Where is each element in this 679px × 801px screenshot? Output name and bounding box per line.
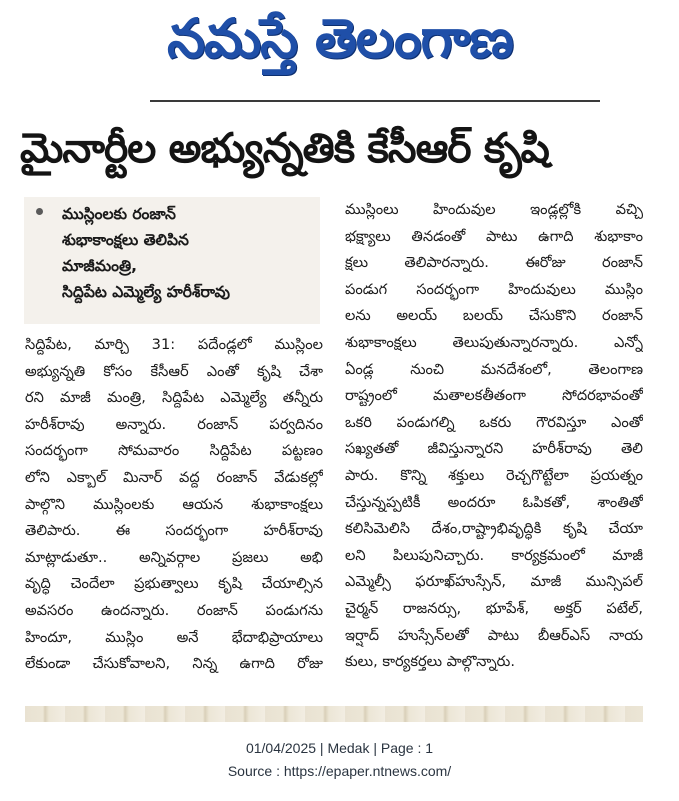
highlight-line: శుభాకాంక్షలు తెలిపిన [62,231,189,249]
article-line: సఖ్యతతో జీవిస్తున్నారని హరీశ్‌రావు తెలి [345,440,643,458]
newspaper-logo: నమస్తే తెలంగాణ [167,7,513,70]
masthead [0,0,679,102]
article-line: వృద్ధి చెందేలా ప్రభుత్వాలు కృషి చేయాల్సిన [25,575,323,593]
highlight-line: సిద్దిపేట ఎమ్మెల్యే హరీశ్‌రావు [62,283,230,301]
bullet-icon [36,208,43,215]
article-line: లేకుండా చేసుకోవాలని, నిన్న ఉగాది రోజు [25,655,323,673]
article-line: పారు. కొన్ని శక్తులు రెచ్చగొట్టేలా ప్రయత్నం [345,466,643,484]
article-line: భక్ష్యాలు తినడంతో పాటు ఉగాది శుభాకాం [345,227,643,245]
article-line: పాల్గొని ముస్లింలకు ఆయన శుభాకాంక్షలు [25,495,323,513]
article-line: కులు, కార్యకర్తలు పాల్గొన్నారు. [345,653,515,671]
article-line: శుభాకాంక్షలు తెలుపుతున్నారన్నారు. ఎన్నో [345,333,643,351]
article-line: హరీశ్‌రావు అన్నారు. రంజాన్ పర్వదినం [25,415,323,433]
article-line: ఇర్షాద్ హుస్సేన్‌లతో పాటు బీఆర్‌ఎస్ నాయ [345,626,643,644]
article-line: క్షలు తెలిపారన్నారు. ఈరోజు రంజాన్ [345,254,643,272]
article-line: సందర్భంగా సోమవారం సిద్దిపేట పట్టణం [25,442,323,460]
article-line: ఏండ్ల నుంచి మనదేశంలో, తెలంగాణ [345,360,643,378]
masthead-divider [150,100,600,102]
article-headline: మైనార్టీల అభ్యున్నతికి కేసీఆర్ కృషి [20,124,549,172]
edition-info: 01/04/2025 | Medak | Page : 1 [245,740,434,756]
article-line: లను అలయ్ బలయ్ చేసుకొని రంజాన్ [345,307,643,325]
article-line: హిందూ, ముస్లిం అనే భేదాభిప్రాయాలు [25,628,323,646]
highlight-text [62,201,317,305]
highlight-line: మాజీమంత్రి, [62,257,137,275]
article-line: రాష్ట్రంలో మతాలకతీతంగా సోదరభావంతో [345,387,643,405]
highlight-line: ముస్లింలకు రంజాన్ [62,205,176,223]
photo-edge [25,706,643,722]
article-line: అవసరం ఉందన్నారు. రంజాన్ పండుగను [25,601,323,619]
article-column-left [25,332,323,678]
article-line: అభ్యున్నతి కోసం కేసీఆర్ ఎంతో కృషి చేశా [25,362,323,380]
article-line: రని మాజీ మంత్రి, సిద్దిపేట ఎమ్మెల్యే తన్నీరు [25,389,323,407]
article-line: కలిసిమెలిసి దేశం,రాష్ట్రాభివృద్ధికి కృషి చేయా [345,520,643,538]
article-line: లని పిలుపునిచ్చారు. కార్యక్రమంలో మాజీ [345,546,643,564]
article-line: లోని ఎక్బాల్ మినార్ వద్ద రంజాన్ వేడుకల్లో [25,468,323,486]
article-column-right [345,197,643,676]
article-line: ఎమ్మెల్సీ ఫరూఖ్‌హుస్సేన్, మాజీ మున్సిపల్ [345,573,643,591]
article-line: చైర్మన్ రాజనర్సు, భూపేశ్, అక్తర్ పటేల్, [345,599,643,617]
article-line: పండుగ సందర్భంగా హిందువులు ముస్లిం [345,280,643,298]
article-line: సిద్దిపేట, మార్చి 31: పదేండ్లలో ముస్లింల [25,336,323,353]
article-line: చేస్తున్నప్పటికీ అందరూ ఓపికతో, శాంతితో [345,493,643,511]
article-line: మాట్లాడుతూ.. అన్నివర్గాల ప్రజలు అభి [25,548,323,566]
source-link[interactable]: Source : https://epaper.ntnews.com/ [227,763,452,779]
article-line: ఒకరి పండుగల్ని ఒకరు గౌరవిస్తూ ఎంతో [345,413,643,431]
article-line: తెలిపారు. ఈ సందర్భంగా హరీశ్‌రావు [25,522,323,540]
article-line: ముస్లింలు హిందువుల ఇండ్లల్లోకి వచ్చి [345,201,643,218]
